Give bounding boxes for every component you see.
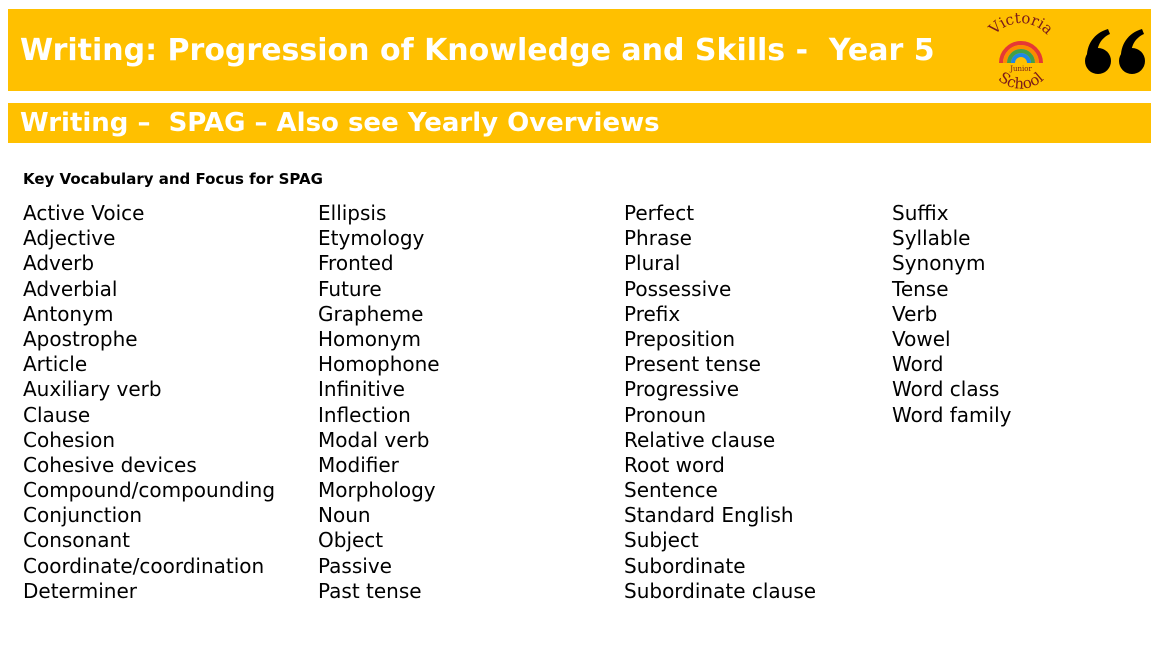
vocab-word: Cohesion bbox=[23, 427, 116, 452]
vocab-word: Vowel bbox=[892, 326, 951, 351]
vocab-word: Cohesive devices bbox=[23, 452, 197, 477]
vocab-word: Past tense bbox=[318, 578, 422, 603]
vocab-word: Grapheme bbox=[318, 301, 424, 326]
vocab-word: Standard English bbox=[624, 503, 794, 528]
logo-text-bottom: School bbox=[995, 68, 1047, 93]
vocab-word: Antonym bbox=[23, 301, 114, 326]
logo-text-middle: Junior bbox=[1010, 65, 1032, 73]
vocab-word: Word bbox=[892, 352, 944, 377]
vocab-word: Article bbox=[23, 352, 88, 377]
vocab-word: Subordinate bbox=[624, 553, 746, 578]
vocab-word: Syllable bbox=[892, 226, 971, 251]
vocab-column-2 bbox=[318, 201, 440, 604]
school-logo bbox=[973, 13, 1069, 93]
vocab-word: Future bbox=[318, 276, 382, 301]
section-banner bbox=[8, 103, 1151, 143]
vocab-heading: Key Vocabulary and Focus for SPAG bbox=[23, 170, 323, 188]
title-banner bbox=[8, 9, 1151, 91]
vocab-word: Ellipsis bbox=[318, 201, 387, 225]
vocab-word: Word class bbox=[892, 377, 1000, 402]
vocab-word: Coordinate/coordination bbox=[23, 553, 265, 578]
vocab-word: Consonant bbox=[23, 528, 130, 553]
vocab-word: Possessive bbox=[624, 276, 732, 301]
vocab-word: Adverbial bbox=[23, 276, 118, 301]
vocab-word: Auxiliary verb bbox=[23, 377, 162, 402]
vocab-word: Object bbox=[318, 528, 384, 553]
vocab-word: Subject bbox=[624, 528, 699, 553]
vocab-word: Synonym bbox=[892, 251, 986, 276]
page-title: Writing: Progression of Knowledge and Skills - Year 5 bbox=[20, 33, 935, 68]
vocab-word: Suffix bbox=[892, 201, 949, 225]
vocab-word: Relative clause bbox=[624, 427, 776, 452]
vocab-word: Morphology bbox=[318, 478, 436, 503]
vocab-word: Compound/compounding bbox=[23, 478, 276, 503]
vocab-word: Phrase bbox=[624, 226, 692, 251]
vocab-word: Root word bbox=[624, 452, 725, 477]
vocab-word: Clause bbox=[23, 402, 91, 427]
vocab-word: Inflection bbox=[318, 402, 411, 427]
vocab-word: Tense bbox=[892, 276, 949, 301]
vocab-word: Pronoun bbox=[624, 402, 706, 427]
vocab-word: Progressive bbox=[624, 377, 740, 402]
svg-text:Victoria bbox=[984, 13, 1057, 39]
vocab-word: Modifier bbox=[318, 452, 399, 477]
vocab-word: Sentence bbox=[624, 478, 718, 503]
vocab-column-4 bbox=[892, 201, 1012, 428]
vocab-column-1 bbox=[23, 201, 275, 604]
vocab-word: Passive bbox=[318, 553, 392, 578]
vocab-word: Active Voice bbox=[23, 201, 145, 225]
opening-quote-icon bbox=[1082, 27, 1150, 79]
section-title: Writing – SPAG – Also see Yearly Overviews bbox=[20, 108, 660, 138]
vocab-word: Plural bbox=[624, 251, 681, 276]
vocab-column-3 bbox=[624, 201, 816, 604]
vocab-word: Modal verb bbox=[318, 427, 430, 452]
vocab-word: Determiner bbox=[23, 578, 137, 603]
vocab-word: Adjective bbox=[23, 226, 116, 251]
vocab-word: Noun bbox=[318, 503, 371, 528]
vocab-word: Preposition bbox=[624, 326, 736, 351]
vocab-word: Conjunction bbox=[23, 503, 143, 528]
vocab-word: Apostrophe bbox=[23, 326, 138, 351]
vocab-word: Homophone bbox=[318, 352, 440, 377]
vocab-word: Prefix bbox=[624, 301, 681, 326]
logo-text-top: Victoria bbox=[985, 13, 1057, 39]
vocab-word: Subordinate clause bbox=[624, 578, 817, 603]
vocab-word: Perfect bbox=[624, 201, 695, 225]
vocab-word: Adverb bbox=[23, 251, 95, 276]
vocab-word: Homonym bbox=[318, 326, 421, 351]
vocab-word: Verb bbox=[892, 301, 938, 326]
vocab-word: Present tense bbox=[624, 352, 761, 377]
vocab-word: Fronted bbox=[318, 251, 394, 276]
vocab-word: Etymology bbox=[318, 226, 425, 251]
vocab-word: Word family bbox=[892, 402, 1012, 427]
vocab-word: Infinitive bbox=[318, 377, 405, 402]
